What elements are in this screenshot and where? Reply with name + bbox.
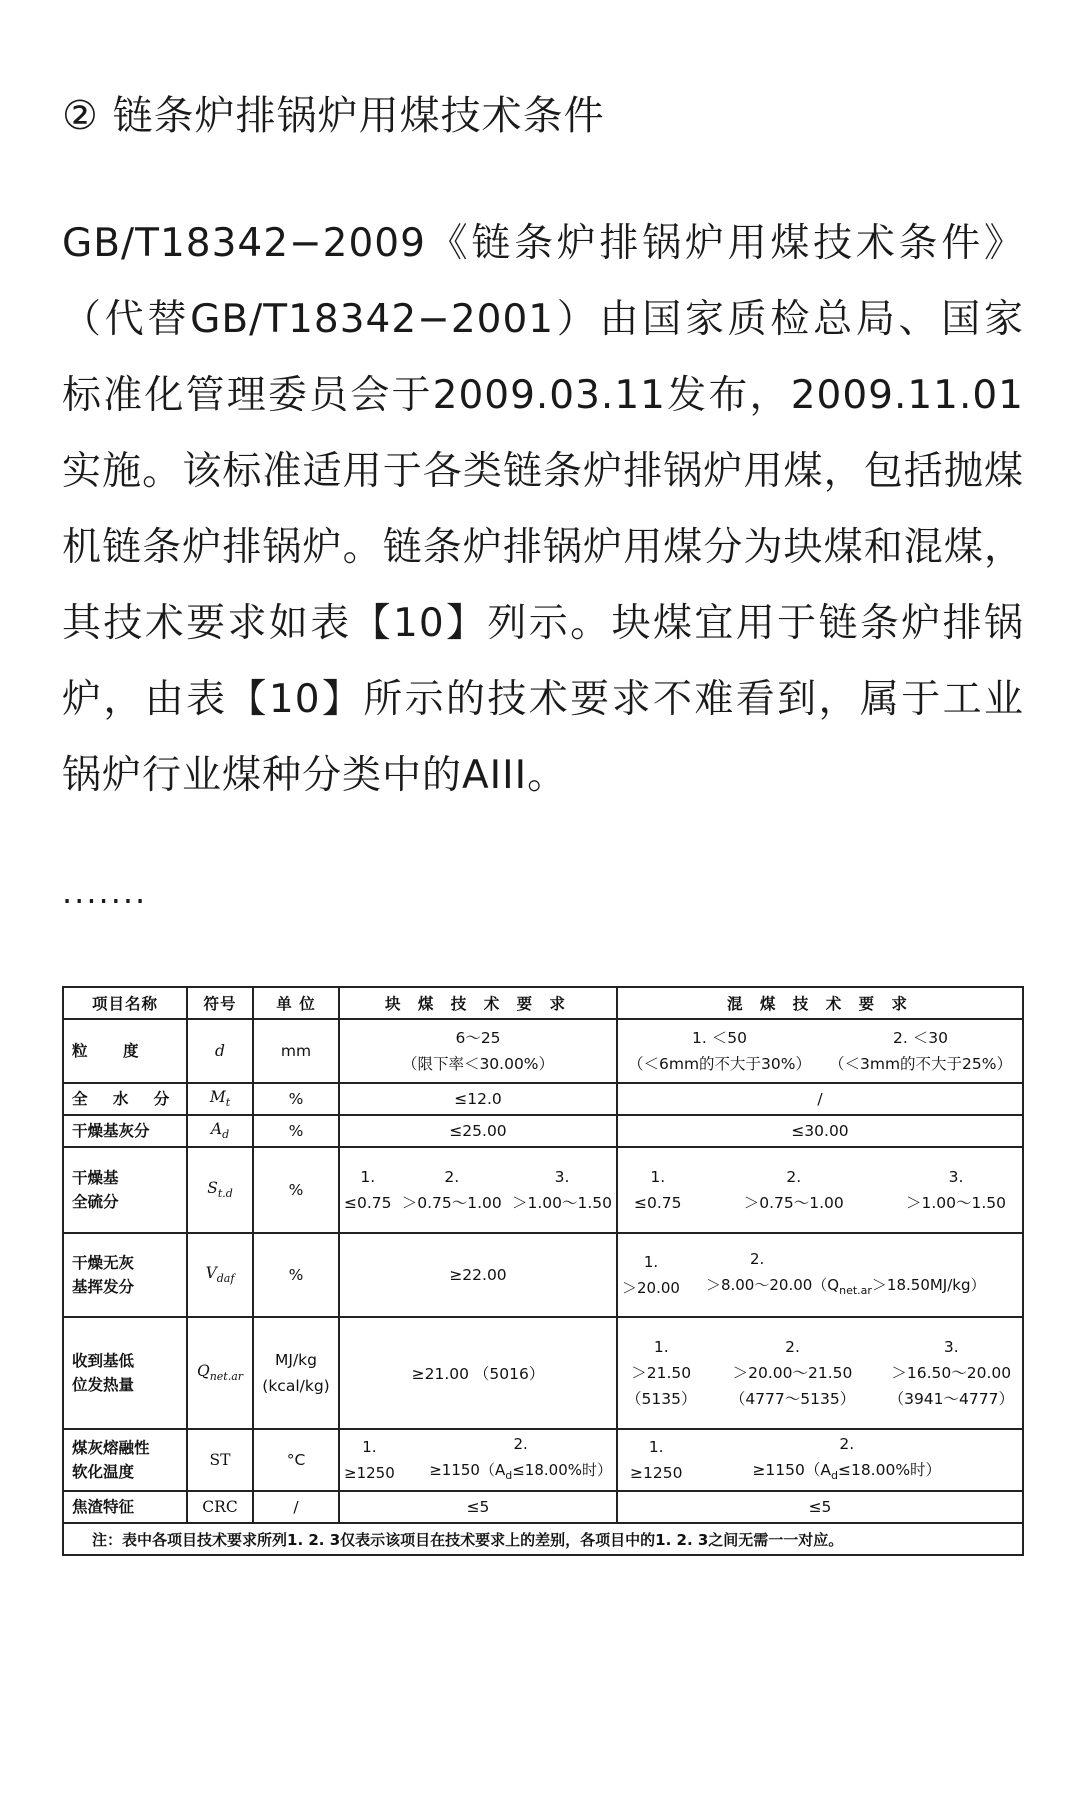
table-header-row xyxy=(63,987,1023,1019)
mixed-cell: 1. ≤0.75 2. ＞0.75～1.00 3. ＞1.00～1.50 xyxy=(617,1147,1023,1233)
row-unit: % xyxy=(253,1147,339,1233)
mixed-cell: / xyxy=(617,1083,1023,1115)
mixed-cell: 1. ≥1250 2. $\ge 1150(A_d\le 18.00\%$时） xyxy=(617,1429,1023,1491)
table-row xyxy=(63,1115,1023,1147)
lump-cell: ≤5 xyxy=(339,1491,617,1523)
mixed-cell: ≤5 xyxy=(617,1491,1023,1523)
mixed-note: （＜6mm的不大于30%） xyxy=(628,1055,812,1073)
mixed-value: 1. ＜50 xyxy=(692,1029,747,1047)
row-name: 粒 度 xyxy=(63,1019,187,1083)
lump-cell: ≥21.00 （5016） xyxy=(339,1317,617,1429)
table-note: 注：表中各项目技术要求所列1. 2. 3仅表示该项目在技术要求上的差别，各项目中的1. 2. 3之间无需一一对应。 xyxy=(63,1523,1023,1555)
header-lump: 块 煤 技 术 要 求 xyxy=(339,987,617,1019)
table-row xyxy=(63,1429,1023,1491)
lump-cell: 1. ≥1250 2. $\ge 1150(A_d\le 18.00\%$时） xyxy=(339,1429,617,1491)
mixed-cell xyxy=(617,1019,1023,1083)
lump-cell: ≥22.00 xyxy=(339,1233,617,1317)
coal-spec-table-image xyxy=(62,986,1022,1556)
row-name: 干燥基灰分 xyxy=(63,1115,187,1147)
row-symbol: $Q_{net.ar}$ xyxy=(187,1317,253,1429)
coal-spec-table xyxy=(62,986,1024,1556)
row-unit: °C xyxy=(253,1429,339,1491)
table-row xyxy=(63,1019,1023,1083)
ellipsis-text: ....... xyxy=(62,873,148,911)
row-unit: mm xyxy=(253,1019,339,1083)
row-name: 干燥基 全硫分 xyxy=(63,1147,187,1233)
table-row xyxy=(63,1083,1023,1115)
lump-cell: ≤25.00 xyxy=(339,1115,617,1147)
row-symbol: $M_t$ xyxy=(187,1083,253,1115)
row-unit: % xyxy=(253,1115,339,1147)
row-name: 焦渣特征 xyxy=(63,1491,187,1523)
table-row xyxy=(63,1233,1023,1317)
table-row xyxy=(63,1317,1023,1429)
row-name: 全 水 分 xyxy=(63,1083,187,1115)
row-unit: % xyxy=(253,1083,339,1115)
section-heading: ② 链条炉排锅炉用煤技术条件 xyxy=(62,93,605,139)
lump-value: 6～25 xyxy=(455,1029,501,1047)
lump-note: （限下率＜30.00%） xyxy=(401,1055,555,1073)
mixed-note: （＜3mm的不大于25%） xyxy=(828,1055,1012,1073)
row-symbol: CRC xyxy=(187,1491,253,1523)
row-symbol: ST xyxy=(187,1429,253,1491)
header-unit: 单 位 xyxy=(253,987,339,1019)
row-name: 收到基低 位发热量 xyxy=(63,1317,187,1429)
row-symbol: d xyxy=(187,1019,253,1083)
row-unit: MJ/kg (kcal/kg) xyxy=(253,1317,339,1429)
mixed-value: 2. ＜30 xyxy=(893,1029,948,1047)
mixed-cell: ≤30.00 xyxy=(617,1115,1023,1147)
table-note-row xyxy=(63,1523,1023,1555)
row-name: 干燥无灰 基挥发分 xyxy=(63,1233,187,1317)
body-paragraph: GB/T18342−2009《链条炉排锅炉用煤技术条件》（代替GB/T18342−2001）由国家质检总局、国家标准化管理委员会于2009.03.11发布，2009.11.01实施。该标准适用于各类链条炉排锅炉用煤，包括抛煤机链条炉排锅炉。链条炉排锅炉用煤分为块煤和混煤，其技术要求如表【10】列示。块煤宜用于链条炉排锅炉，由表【10】所示的技术要求不难看到，属于工业锅炉行业煤种分类中的AIII。 xyxy=(62,221,1024,798)
row-name: 煤灰熔融性 软化温度 xyxy=(63,1429,187,1491)
table-row xyxy=(63,1147,1023,1233)
header-mixed: 混 煤 技 术 要 求 xyxy=(617,987,1023,1019)
row-unit: % xyxy=(253,1233,339,1317)
row-symbol: $A_d$ xyxy=(187,1115,253,1147)
mixed-cell: 1. ＞20.00 2. $>8.00\sim 20.00(Q_{net.ar}>18.50MJ/kg)$ xyxy=(617,1233,1023,1317)
row-symbol: $S_{t.d}$ xyxy=(187,1147,253,1233)
header-symbol: 符号 xyxy=(187,987,253,1019)
row-symbol: $V_{daf}$ xyxy=(187,1233,253,1317)
lump-cell: 1. ≤0.75 2. ＞0.75～1.00 3. ＞1.00～1.50 xyxy=(339,1147,617,1233)
header-name: 项目名称 xyxy=(63,987,187,1019)
table-row xyxy=(63,1491,1023,1523)
row-unit: / xyxy=(253,1491,339,1523)
lump-cell: ≤12.0 xyxy=(339,1083,617,1115)
lump-cell xyxy=(339,1019,617,1083)
mixed-cell: 1. ＞21.50 （5135） 2. ＞20.00～21.50 （4777～5135） 3. ＞16.50～20.00 （3941～4777） xyxy=(617,1317,1023,1429)
